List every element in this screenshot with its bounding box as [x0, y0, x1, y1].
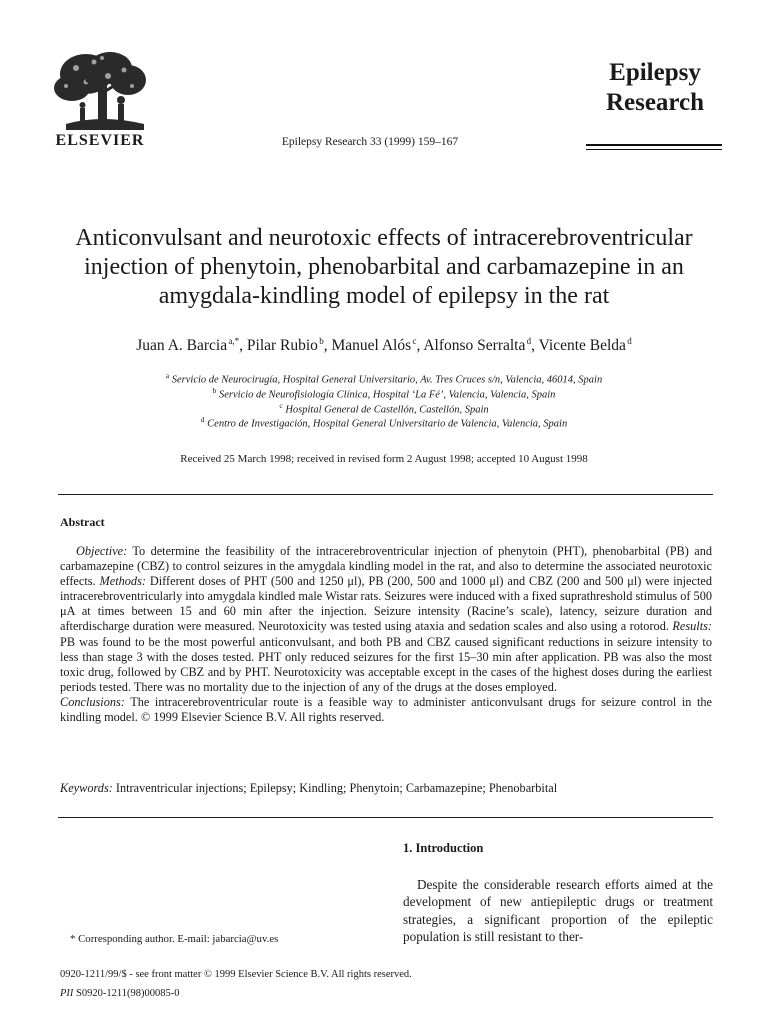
abstract-bottom-rule — [58, 817, 713, 818]
author-name: Vicente Belda — [538, 337, 626, 355]
journal-logo-rule — [586, 144, 722, 146]
methods-label: Methods: — [99, 574, 146, 589]
author-separator: , — [323, 337, 332, 355]
affiliation-mark: b — [212, 386, 217, 395]
results-label: Results: — [672, 619, 712, 634]
footnote-rule — [60, 922, 180, 923]
affiliation-d — [40, 415, 728, 430]
objective-label: Objective: — [76, 544, 128, 558]
author-name: Manuel Alós — [331, 337, 412, 355]
pii-text: S0920-1211(98)00085-0 — [73, 988, 180, 999]
author-affiliation-mark: d — [526, 336, 532, 346]
title-line-1: Anticonvulsant and neurotoxic effects of intracerebroventricular — [75, 225, 693, 251]
journal-logo-line1: Epilepsy — [609, 59, 701, 86]
author-list — [40, 336, 728, 355]
title-line-2: injection of phenytoin, phenobarbital and carbamazepine in an — [84, 254, 684, 280]
affiliation-text: Servicio de Neurofisiología Clínica, Hospital ‘La Fé’, Valencia, Valencia, Spain — [218, 389, 556, 401]
publisher-name: ELSEVIER — [55, 132, 145, 149]
tree-icon — [46, 50, 156, 132]
objective-text: To determine the feasibility of the intracerebroventricular injection of phenytoin (PHT), phenobarbital (PB) and carbamazepine (CBZ) to control seizures in the amygdala kindling model in the rat, and also to determine the associated neurotoxic effects. — [60, 544, 712, 589]
author-name: Alfonso Serralta — [423, 337, 526, 355]
author-separator: , — [239, 337, 247, 355]
abstract-paragraph — [60, 544, 712, 695]
journal-logo — [588, 58, 722, 118]
author-affiliation-mark: d — [627, 336, 632, 346]
introduction-heading: 1. Introduction — [403, 841, 484, 855]
author-name: Juan A. Barcia — [136, 337, 228, 355]
paper-title — [40, 224, 728, 311]
affiliation-text: Servicio de Neurocirugía, Hospital General Universitario, Av. Tres Cruces s/n, Valencia, 46014, Spain — [171, 374, 603, 386]
journal-citation: Epilepsy Research 33 (1999) 159–167 — [281, 136, 459, 148]
journal-logo-rule-thin — [586, 149, 722, 150]
author-affiliation-mark: b — [319, 336, 324, 346]
author-separator: , — [531, 337, 539, 355]
author-separator: , — [416, 337, 424, 355]
conclusions-label: Conclusions: — [60, 694, 125, 709]
abstract-heading: Abstract — [60, 515, 105, 529]
conclusions-text: The intracerebroventricular route is a feasible way to administer anticonvulsant drugs for seizure control in the kindling model. © 1999 Elsevier Science B.V. All rights reserved. — [60, 694, 712, 725]
affiliation-mark: d — [200, 415, 205, 424]
corresponding-author-footnote: * Corresponding author. E-mail: jabarcia@uv.es — [70, 933, 279, 945]
keywords — [60, 781, 712, 796]
affiliation-a — [40, 371, 728, 386]
pii-label: PII — [60, 988, 74, 999]
results-text: PB was found to be the most powerful anticonvulsant, and both PB and CBZ caused significant reductions in seizure intensity to less than stage 3 with the doses tested. PHT only reduced seizures for the first 15–30 min after application. PB was also the most toxic drug, followed by CBZ and by PHT. Neurotoxicity was acceptable except in the cases of the highest doses during the earliest periods tested. There was no mortality due to the injection of any of the drugs at the doses employed. — [60, 634, 712, 694]
abstract-paragraph-conclusions — [60, 695, 712, 725]
affiliation-text: Centro de Investigación, Hospital General Universitario de Valencia, Valencia, Spain — [207, 418, 568, 430]
affiliation-b — [40, 386, 728, 401]
methods-text: Different doses of PHT (500 and 1250 μl), PB (200, 500 and 1000 μl) and CBZ (200 and 500 μl) were injected intracerebroventricularly into amygdala kindled male Wistar rats. Seizures were induced with a fixed suprathreshold stimulus of 500 μA at times between 15 and 60 min after the injection. Seizure intensity (Racine’s scale), latency, seizure duration and afterdischarge duration were measured. Neurotoxicity was tested using ataxia and sedation scales and also using a rotorod. — [60, 574, 712, 634]
keywords-text: Intraventricular injections; Epilepsy; Kindling; Phenytoin; Carbamazepine; Phenobarbital — [112, 781, 558, 795]
author-affiliation-mark: c — [412, 336, 417, 346]
introduction-paragraph: Despite the considerable research efforts aimed at the development of new antiepileptic drugs or treatment strategies, a significant proportion of the epileptic population is still resistant to ther- — [403, 877, 713, 945]
received-dates: Received 25 March 1998; received in revised form 2 August 1998; accepted 10 August 1998 — [180, 453, 588, 465]
abstract-top-rule — [58, 494, 713, 495]
author-affiliation-mark: a,* — [228, 336, 240, 346]
title-line-3: amygdala-kindling model of epilepsy in the rat — [158, 283, 610, 309]
author-name: Pilar Rubio — [246, 337, 318, 355]
introduction-body — [403, 876, 713, 946]
keywords-label: Keywords: — [60, 781, 113, 795]
affiliation-text: Hospital General de Castellón, Castellón, Spain — [285, 404, 489, 416]
issn-line: 0920-1211/99/$ - see front matter © 1999 Elsevier Science B.V. All rights reserved. — [60, 969, 412, 980]
affiliation-c — [40, 401, 728, 416]
journal-logo-line2: Research — [605, 89, 705, 116]
affiliation-mark: a — [165, 371, 170, 380]
affiliation-mark: c — [279, 401, 283, 410]
abstract-body — [60, 544, 712, 725]
pii-line — [60, 988, 179, 999]
